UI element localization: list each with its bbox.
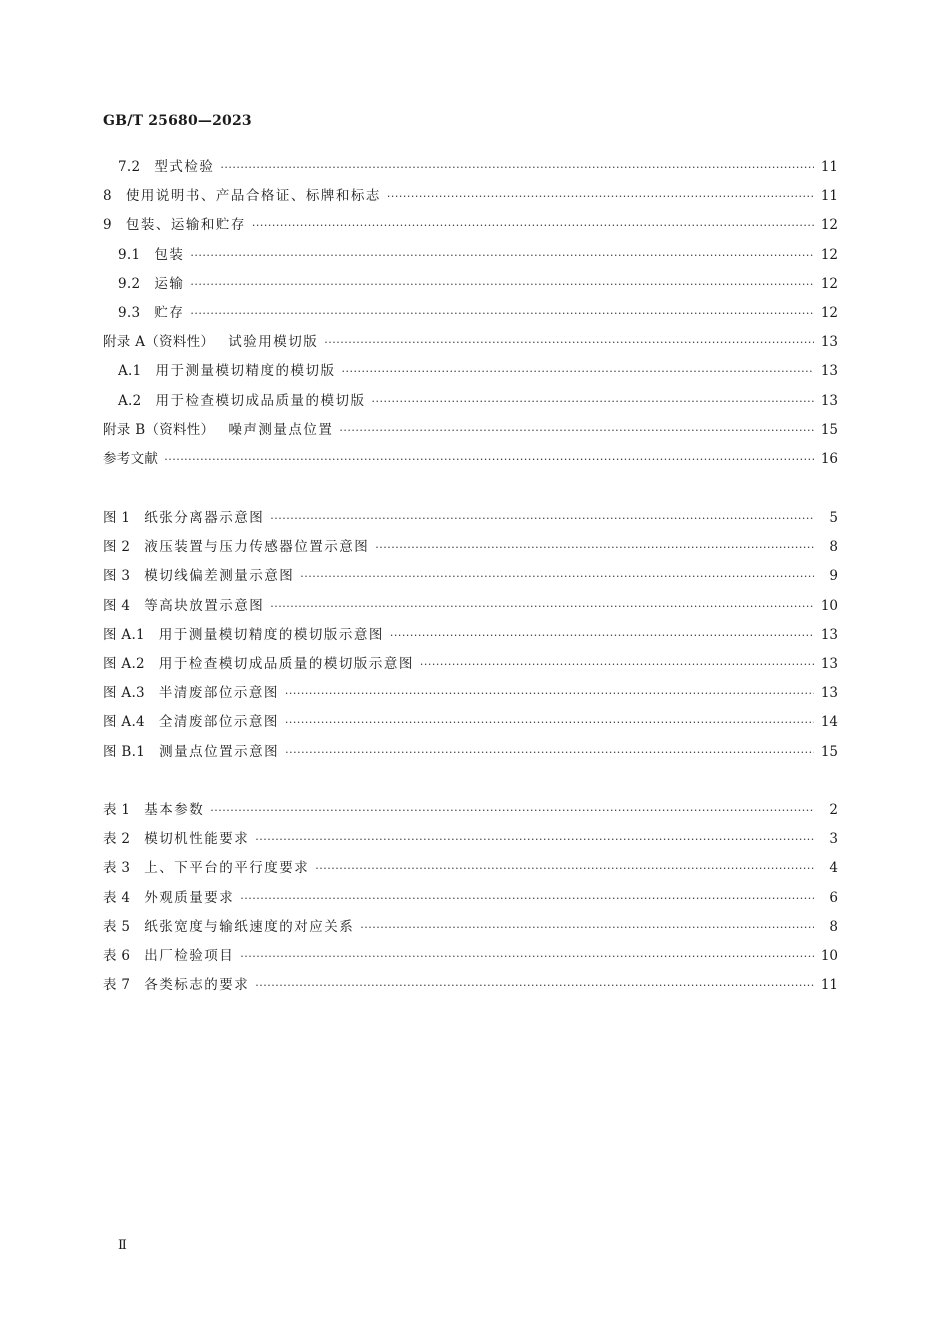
page-number-roman: Ⅱ xyxy=(118,1238,127,1253)
figures-entry-page: 8 xyxy=(829,539,838,556)
clauses-entry[interactable] xyxy=(118,273,838,295)
tables-entry-page: 10 xyxy=(820,948,838,964)
dot-leader xyxy=(190,274,814,296)
clauses-entry[interactable] xyxy=(118,360,838,382)
figures-entry-number: 图 4 xyxy=(103,597,131,614)
tables-entry-title: 基本参数 xyxy=(144,802,205,818)
tables-entry-number: 表 6 xyxy=(103,948,131,964)
figures-entry[interactable] xyxy=(103,624,838,646)
clauses-entry-number: A.1 xyxy=(118,363,142,380)
tables-entry-title: 各类标志的要求 xyxy=(144,977,250,994)
clauses-entry[interactable] xyxy=(103,331,838,353)
tables-entry[interactable] xyxy=(103,887,838,909)
dot-leader xyxy=(210,800,814,822)
tables-entry-number: 表 5 xyxy=(103,918,131,935)
clauses-entry-number: 9 xyxy=(103,217,112,234)
clauses-entry-page: 12 xyxy=(820,275,838,292)
clauses-entry[interactable] xyxy=(103,185,838,207)
standard-code: GB/T 25680—2023 xyxy=(103,113,252,129)
tables-entry-title: 模切机性能要求 xyxy=(144,831,250,848)
clauses-entry-number: 9.1 xyxy=(118,246,141,263)
clauses-entry-title: 使用说明书、产品合格证、标牌和标志 xyxy=(125,188,381,205)
figures-entry[interactable] xyxy=(103,711,838,733)
figures-entry[interactable] xyxy=(103,595,838,617)
tables-entry[interactable] xyxy=(103,945,838,967)
clauses-entry-page: 15 xyxy=(820,421,838,438)
figures-entry-page: 13 xyxy=(820,626,838,643)
figures-entry-number: 图 1 xyxy=(103,510,131,526)
dot-leader xyxy=(255,975,814,997)
figures-entry-title: 模切线偏差测量示意图 xyxy=(144,568,295,585)
dot-leader xyxy=(270,596,814,618)
figures-entry-number: 图 A.4 xyxy=(103,714,145,731)
clauses-entry-page: 13 xyxy=(820,363,838,380)
clauses-entry[interactable] xyxy=(118,302,838,324)
clauses-entry-page: 12 xyxy=(820,305,838,321)
figures-entry-number: 图 B.1 xyxy=(103,743,146,760)
figures-entry[interactable] xyxy=(103,565,838,587)
figures-entry-page: 10 xyxy=(820,597,838,614)
figures-entry-number: 图 A.3 xyxy=(103,685,145,702)
clauses-entry-title: 用于测量模切精度的模切版 xyxy=(155,363,336,380)
tables-entry-title: 出厂检验项目 xyxy=(144,948,235,964)
figures-entry[interactable] xyxy=(103,536,838,558)
dot-leader xyxy=(360,917,814,939)
figures-entry-title: 等高块放置示意图 xyxy=(144,597,265,614)
dot-leader xyxy=(255,829,814,851)
clauses-entry-page: 11 xyxy=(820,188,838,205)
tables-entry[interactable] xyxy=(103,974,838,996)
tables-entry[interactable] xyxy=(103,828,838,850)
clauses-entry-page: 12 xyxy=(820,217,838,234)
tables-entry-title: 上、下平台的平行度要求 xyxy=(144,860,310,877)
clauses-entry[interactable] xyxy=(103,214,838,236)
clauses-entry-page: 12 xyxy=(820,246,838,263)
figures-entry-number: 图 2 xyxy=(103,539,131,556)
clauses-entry-number: 9.2 xyxy=(118,275,141,292)
dot-leader xyxy=(240,946,814,968)
tables-entry[interactable] xyxy=(103,799,838,821)
dot-leader xyxy=(240,888,814,910)
figures-entry[interactable] xyxy=(103,653,838,675)
dot-leader xyxy=(315,858,814,880)
dot-leader xyxy=(300,566,814,588)
tables-entry-page: 6 xyxy=(829,889,838,906)
tables-entry-title: 纸张宽度与输纸速度的对应关系 xyxy=(144,918,355,935)
figures-entry-page: 9 xyxy=(829,568,838,585)
clauses-entry-number: 8 xyxy=(103,188,112,205)
clauses-entry-number: 参考文献 xyxy=(103,451,159,467)
dot-leader xyxy=(420,654,814,676)
clauses-entry-title: 包装 xyxy=(154,246,185,263)
clauses-entry-page: 13 xyxy=(820,392,838,409)
clauses-entry-page: 11 xyxy=(820,159,838,175)
figures-entry-page: 14 xyxy=(820,714,838,731)
dot-leader xyxy=(220,157,814,179)
clauses-entry-title: 噪声测量点位置 xyxy=(228,421,334,438)
clauses-entry-number: 附录 B（资料性） xyxy=(103,421,215,438)
figures-entry[interactable] xyxy=(103,741,838,763)
clauses-entry-number: A.2 xyxy=(118,392,142,409)
figures-entry-title: 液压装置与压力传感器位置示意图 xyxy=(144,539,370,556)
dot-leader xyxy=(190,303,814,325)
dot-leader xyxy=(252,215,814,237)
clauses-entry-title: 型式检验 xyxy=(154,159,215,175)
dot-leader xyxy=(285,683,814,705)
figures-entry-number: 图 A.1 xyxy=(103,626,145,643)
figures-entry[interactable] xyxy=(103,682,838,704)
dot-leader xyxy=(324,332,814,354)
tables-entry-number: 表 1 xyxy=(103,802,131,818)
figures-entry-title: 用于测量模切精度的模切版示意图 xyxy=(158,626,384,643)
clauses-entry[interactable] xyxy=(118,244,838,266)
dot-leader xyxy=(372,391,814,413)
clauses-entry-title: 包装、运输和贮存 xyxy=(125,217,246,234)
figures-entry-title: 用于检查模切成品质量的模切版示意图 xyxy=(158,656,414,672)
clauses-entry-number: 附录 A（资料性） xyxy=(103,334,215,351)
dot-leader xyxy=(270,508,814,530)
tables-entry-page: 3 xyxy=(829,831,838,848)
figures-entry-page: 15 xyxy=(820,743,838,760)
figures-entry-title: 全清废部位示意图 xyxy=(158,714,279,731)
tables-entry[interactable] xyxy=(103,916,838,938)
clauses-entry-page: 16 xyxy=(820,451,838,467)
clauses-entry-title: 贮存 xyxy=(154,305,185,321)
dot-leader xyxy=(285,742,814,764)
tables-entry-title: 外观质量要求 xyxy=(144,889,235,906)
tables-entry-number: 表 2 xyxy=(103,831,131,848)
figures-entry[interactable] xyxy=(103,507,838,529)
figures-entry-page: 13 xyxy=(820,685,838,702)
figures-entry-title: 纸张分离器示意图 xyxy=(144,510,265,526)
dot-leader xyxy=(190,245,814,267)
dot-leader xyxy=(285,712,814,734)
figures-entry-page: 13 xyxy=(820,656,838,672)
clauses-entry[interactable] xyxy=(118,390,838,412)
tables-entry-page: 11 xyxy=(820,977,838,994)
clauses-entry-page: 13 xyxy=(820,334,838,351)
dot-leader xyxy=(342,361,814,383)
figures-entry-title: 测量点位置示意图 xyxy=(159,743,280,760)
clauses-entry-number: 9.3 xyxy=(118,305,141,321)
dot-leader xyxy=(387,186,814,208)
clauses-entry-title: 用于检查模切成品质量的模切版 xyxy=(155,392,366,409)
dot-leader xyxy=(339,420,814,442)
tables-entry-page: 8 xyxy=(829,918,838,935)
clauses-entry[interactable] xyxy=(103,419,838,441)
tables-entry-page: 4 xyxy=(829,860,838,877)
dot-leader xyxy=(390,625,814,647)
clauses-entry[interactable] xyxy=(118,156,838,178)
clauses-entry[interactable] xyxy=(103,448,838,470)
figures-entry-page: 5 xyxy=(829,510,838,526)
clauses-entry-title: 试验用模切版 xyxy=(228,334,319,351)
tables-entry-number: 表 3 xyxy=(103,860,131,877)
dot-leader xyxy=(375,537,814,559)
tables-entry-page: 2 xyxy=(829,802,838,818)
figures-entry-title: 半清废部位示意图 xyxy=(158,685,279,702)
figures-entry-number: 图 A.2 xyxy=(103,656,145,672)
clauses-entry-title: 运输 xyxy=(154,275,185,292)
clauses-entry-number: 7.2 xyxy=(118,159,141,175)
tables-entry-number: 表 7 xyxy=(103,977,131,994)
tables-entry-number: 表 4 xyxy=(103,889,131,906)
dot-leader xyxy=(164,449,814,471)
tables-entry[interactable] xyxy=(103,857,838,879)
figures-entry-number: 图 3 xyxy=(103,568,131,585)
